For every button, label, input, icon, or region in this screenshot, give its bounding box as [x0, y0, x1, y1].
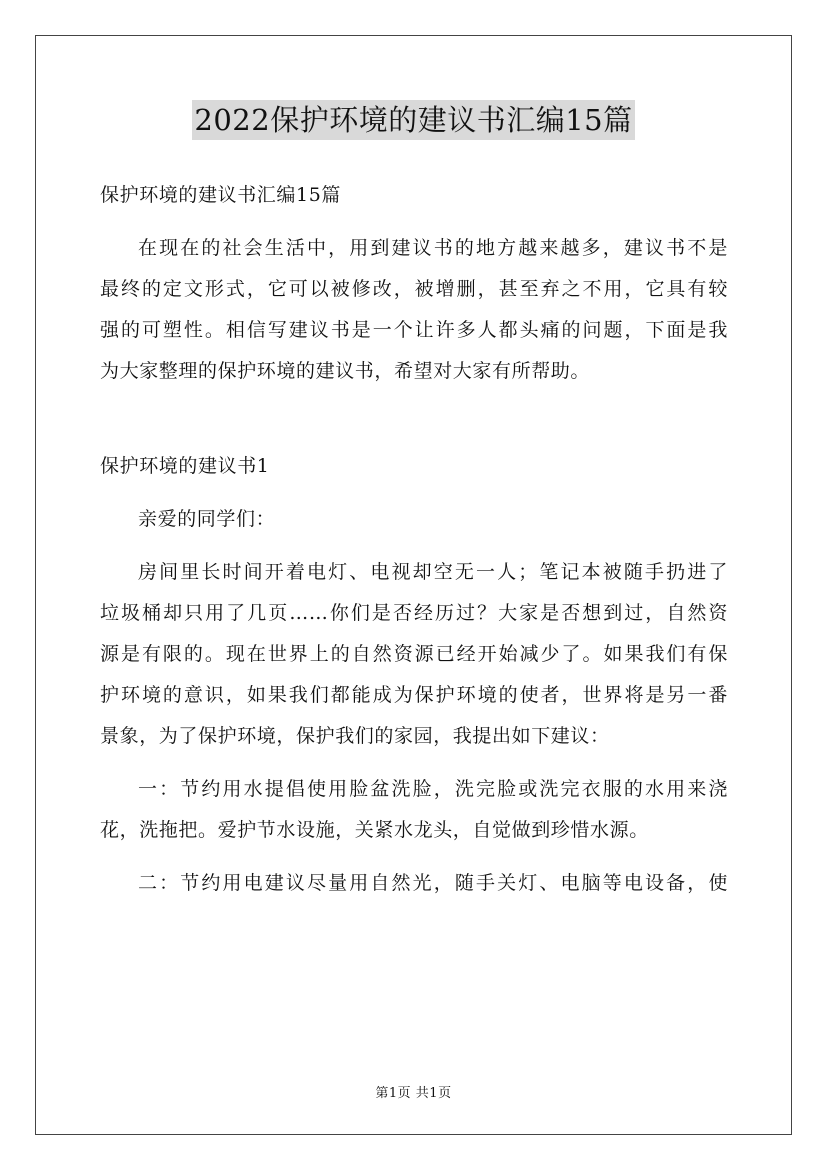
salutation: 亲爱的同学们：	[138, 508, 276, 530]
suggestion-item-2	[100, 863, 728, 904]
title-container	[0, 100, 827, 140]
suggestion-line: 二：节约用电建议尽量用自然光，随手关灯、电脑等电设备，使	[138, 872, 728, 894]
page-number-footer: 第1页 共1页	[375, 1086, 452, 1101]
intro-paragraph	[100, 228, 728, 392]
section-heading: 保护环境的建议书1	[100, 455, 270, 477]
suggestion-line: 花，洗拖把。爱护节水设施，关紧水龙头，自觉做到珍惜水源。	[100, 819, 649, 841]
body-line: 源是有限的。现在世界上的自然资源已经开始减少了。如果我们有保	[100, 643, 728, 665]
body-line: 护环境的意识，如果我们都能成为保护环境的使者，世界将是另一番	[100, 684, 728, 706]
body-paragraph	[100, 552, 728, 757]
suggestion-item-1	[100, 769, 728, 851]
body-line: 景象，为了保护环境，保护我们的家园，我提出如下建议：	[100, 725, 610, 747]
intro-line: 强的可塑性。相信写建议书是一个让许多人都头痛的问题，下面是我	[100, 319, 728, 341]
body-line: 房间里长时间开着电灯、电视却空无一人；笔记本被随手扔进了	[138, 561, 728, 583]
suggestion-line: 一：节约用水提倡使用脸盆洗脸，洗完脸或洗完衣服的水用来浇	[138, 778, 728, 800]
document-subtitle: 保护环境的建议书汇编15篇	[100, 184, 341, 206]
body-line: 垃圾桶却只用了几页……你们是否经历过？大家是否想到过，自然资	[100, 602, 728, 624]
section-spacer	[100, 404, 728, 446]
document-title: 2022保护环境的建议书汇编15篇	[192, 100, 634, 140]
intro-line: 为大家整理的保护环境的建议书，希望对大家有所帮助。	[100, 360, 591, 382]
intro-line: 在现在的社会生活中，用到建议书的地方越来越多，建议书不是	[138, 237, 728, 259]
document-body	[100, 175, 728, 904]
intro-line: 最终的定文形式，它可以被修改，被增删，甚至弃之不用，它具有较	[100, 278, 728, 300]
